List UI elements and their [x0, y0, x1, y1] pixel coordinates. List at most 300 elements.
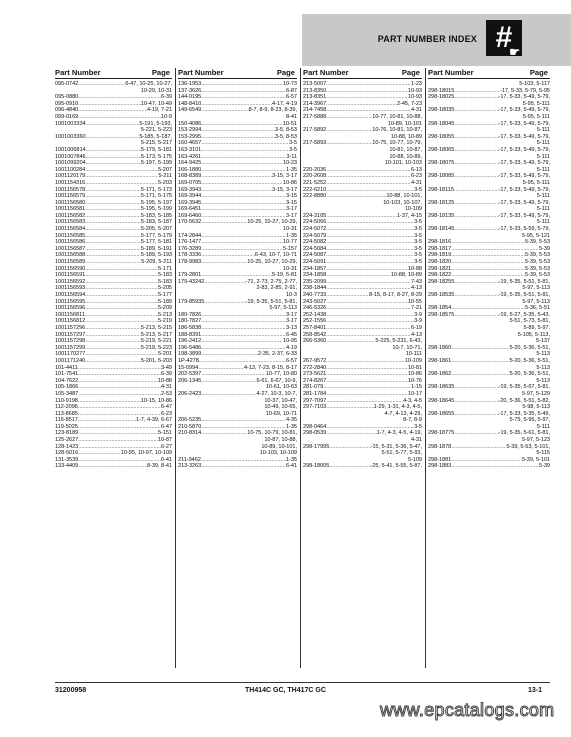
- dot-leader: [201, 345, 286, 352]
- index-entry: [303, 259, 422, 266]
- index-entry: [178, 338, 297, 345]
- dot-leader: [85, 187, 141, 194]
- dot-leader: [451, 358, 509, 365]
- page-refs: 5-39: [539, 463, 550, 470]
- page-refs: 5-111: [536, 153, 550, 160]
- dot-leader: [85, 292, 158, 299]
- page-refs: 1-35: [286, 232, 297, 239]
- index-entry: [178, 365, 297, 372]
- index-entry: [178, 384, 297, 391]
- dot-leader: [326, 88, 408, 95]
- dot-leader: [78, 371, 161, 378]
- index-entry: [55, 134, 172, 141]
- part-number: 257-8401: [303, 324, 327, 331]
- page-refs: 5-95, 5-111: [522, 100, 550, 107]
- dot-leader: [201, 239, 283, 246]
- index-entry: [428, 127, 550, 134]
- page-refs: 1-29, 1-31, 4-3, 4-5,: [373, 404, 422, 411]
- index-entry: [303, 252, 422, 259]
- dot-leader: [451, 345, 509, 352]
- index-entry: [178, 266, 297, 273]
- part-number: 213-8351: [303, 94, 327, 101]
- part-number: 095-0742: [55, 81, 79, 87]
- dot-leader: [326, 312, 414, 319]
- page-refs: 5-51, 5-73, 5-81,: [509, 318, 550, 325]
- page-refs: 5-157: [282, 245, 297, 252]
- index-entry: [55, 345, 172, 352]
- index-entry: [428, 371, 550, 378]
- part-number: 210-5870: [178, 423, 202, 430]
- column-header: [55, 68, 172, 79]
- page-refs: -15, 5-31, 5-36, 5-47,: [370, 443, 422, 450]
- page-refs: 3-15: [286, 199, 297, 206]
- part-number: 297-7097: [303, 397, 327, 404]
- page-refs: 10-86: [282, 179, 297, 186]
- index-logo: [486, 20, 522, 59]
- page-refs: 5-189, 5-191: [140, 245, 172, 252]
- dot-leader: [85, 358, 141, 365]
- index-entry: [178, 94, 297, 101]
- index-entry: [428, 107, 550, 114]
- dot-leader: [326, 94, 408, 101]
- dot-leader: [201, 430, 247, 437]
- part-number: 1001156591: [55, 272, 86, 279]
- part-number: 214-7458: [303, 107, 327, 114]
- part-number: 224-3105: [303, 212, 327, 219]
- dot-leader: [326, 338, 375, 345]
- dot-leader: [451, 266, 525, 273]
- index-entry: [55, 351, 172, 358]
- dot-leader: [326, 252, 414, 259]
- part-number: 243-5027: [303, 298, 327, 305]
- dot-leader: [326, 101, 397, 108]
- dot-leader: [201, 160, 283, 167]
- page-refs: 10-7, 10-71,: [392, 344, 422, 351]
- dot-leader: [86, 121, 140, 128]
- index-entry: [55, 180, 172, 187]
- page-refs: -19, 5-27, 5-35, 5-43,: [498, 311, 550, 318]
- part-number: 112-2096: [55, 404, 78, 411]
- dot-leader: [201, 252, 255, 259]
- index-entry: [178, 312, 297, 319]
- index-entry: [428, 384, 550, 391]
- dot-leader: [201, 101, 272, 108]
- dot-leader: [201, 391, 256, 398]
- index-entry: [303, 114, 422, 121]
- page-refs: -17, 5-33, 5-49, 5-79,: [498, 212, 550, 219]
- part-number: 298-1817: [428, 245, 452, 252]
- dot-leader: [85, 226, 141, 233]
- dot-leader: [451, 239, 525, 246]
- page-refs: 5-207: [157, 166, 172, 173]
- page-refs: 10-25, 10-27, 10-29,: [247, 259, 297, 266]
- index-entry: [178, 252, 297, 259]
- section-title: PART NUMBER INDEX: [377, 34, 477, 44]
- dot-leader: [454, 134, 498, 141]
- index-entry: [428, 312, 550, 319]
- part-number: 169-3945: [178, 199, 202, 206]
- index-entry: [303, 173, 422, 180]
- part-number: 272-2840: [303, 364, 327, 371]
- page-refs: 5-177, 5-181: [140, 239, 172, 246]
- index-entry: [428, 266, 550, 273]
- dot-leader: [451, 252, 525, 259]
- index-entry: [178, 213, 297, 220]
- page-refs: 5-20, 5-36, 5-51,: [509, 344, 550, 351]
- part-number: 196-2412: [178, 338, 202, 345]
- part-number: 186-5838: [178, 324, 202, 331]
- dot-leader: [201, 424, 286, 431]
- index-entry: [178, 140, 297, 147]
- index-entry: [178, 187, 297, 194]
- part-number: 298-1883: [428, 463, 452, 470]
- page-refs: 5-39, 5-101: [521, 456, 550, 463]
- page-refs: 1-7, 4-39, 6-67: [136, 417, 172, 424]
- part-number: 281-079: [303, 384, 324, 391]
- index-entry: [178, 88, 297, 95]
- index-entry: [428, 457, 550, 464]
- page-refs: -25, 5-41, 5-55, 5-87,: [370, 463, 422, 470]
- dot-leader: [326, 305, 411, 312]
- page-refs: 10-25, 10-27, 10-29,: [247, 219, 297, 226]
- page-refs: 1-35: [286, 423, 297, 430]
- part-number: 101-4411: [55, 364, 78, 371]
- part-number: 166-1880: [178, 166, 202, 173]
- index-entry: [55, 246, 172, 253]
- index-entry: [428, 417, 550, 424]
- dot-leader: [326, 114, 372, 121]
- dot-leader: [85, 318, 158, 325]
- dot-leader: [451, 457, 522, 464]
- index-entry: [55, 173, 172, 180]
- dot-leader: [78, 114, 161, 121]
- dot-leader: [85, 345, 141, 352]
- part-number: 163-3101: [178, 146, 202, 153]
- part-number: 298-0464: [303, 423, 327, 430]
- part-number: 298-18575: [428, 311, 455, 318]
- page-refs: 3-49: [161, 364, 172, 371]
- index-entry: [178, 160, 297, 167]
- part-number: 1001156593: [55, 285, 86, 292]
- dot-leader: [326, 391, 408, 398]
- dot-leader: [86, 147, 141, 154]
- index-entry: [428, 239, 550, 246]
- index-entry: [55, 259, 172, 266]
- index-entry: [55, 147, 172, 154]
- index-entry: [55, 371, 172, 378]
- page-refs: 8-7, 8-9: [403, 417, 422, 424]
- index-entry: [428, 114, 550, 121]
- part-number-heading: Part Number: [178, 68, 224, 77]
- dot-leader: [86, 134, 140, 141]
- footer-rule: [55, 682, 550, 683]
- dot-leader: [85, 200, 141, 207]
- index-entry: [178, 325, 297, 332]
- part-number: 095-0910: [55, 100, 79, 107]
- part-number: 099-0169: [55, 113, 79, 120]
- page-refs: 10-31: [282, 226, 297, 233]
- part-number: 1001003360: [55, 133, 86, 140]
- dot-leader: [204, 299, 245, 306]
- page-refs: 3-13: [286, 324, 297, 331]
- page-refs: 4-13: [411, 331, 422, 338]
- index-entry: [428, 318, 550, 325]
- page-refs: 5-97, 5-113: [522, 298, 550, 305]
- index-entry: [178, 127, 297, 134]
- index-entry: [428, 430, 550, 437]
- index-entry: [55, 384, 172, 391]
- part-number: 101-7541: [55, 371, 79, 378]
- page-refs: 6-47, 10-25, 10-27,: [125, 81, 172, 87]
- index-entry: [428, 173, 550, 180]
- index-entry: [428, 398, 550, 405]
- dot-leader: [85, 259, 141, 266]
- dot-leader: [85, 167, 158, 174]
- watermark-url: www.epcatalogs.com: [380, 700, 555, 720]
- dot-leader: [451, 371, 509, 378]
- page-refs: 3-17: [286, 311, 297, 318]
- dot-leader: [201, 127, 275, 134]
- part-number: 298-18645: [428, 397, 455, 404]
- part-number: 169-3943: [178, 186, 202, 193]
- index-entry: [428, 351, 550, 358]
- index-entry: [178, 239, 297, 246]
- dot-leader: [326, 325, 411, 332]
- dot-leader: [85, 325, 141, 332]
- dot-leader: [78, 101, 141, 108]
- page-refs: -19, 5-35, 5-67, 5-81,: [498, 384, 550, 391]
- page-refs: 5-213, 5-217: [140, 331, 172, 338]
- index-entry: [428, 365, 550, 372]
- part-number: 169-6451: [178, 206, 202, 213]
- dot-leader: [85, 285, 158, 292]
- dot-leader: [454, 200, 498, 207]
- index-entry: [55, 114, 172, 121]
- page-number: 13-1: [528, 687, 543, 694]
- page-refs: 8-15, 8-17, 8-27, 8-29: [368, 292, 422, 298]
- index-entry: [55, 437, 172, 444]
- part-number: 217-5892: [303, 127, 327, 134]
- index-entry: [428, 140, 550, 147]
- dot-leader: [201, 463, 286, 470]
- page-refs: 5-19, 5-81: [272, 272, 297, 279]
- page-heading: Page: [276, 68, 295, 77]
- page-refs: -17, 5-33, 5-49, 5-79,: [498, 107, 550, 114]
- page-refs: 3-9: [414, 311, 422, 318]
- index-entry: [428, 252, 550, 259]
- part-number: 1001156586: [55, 239, 86, 246]
- page-refs: 3-5: [414, 239, 422, 246]
- index-entry: [428, 292, 550, 299]
- index-entry: [178, 351, 297, 358]
- dot-leader: [201, 246, 283, 253]
- page-refs: 5-113: [536, 351, 550, 358]
- part-number: 246-5326: [303, 305, 327, 312]
- index-entry: [428, 233, 550, 240]
- part-number: 298-18775: [428, 430, 455, 437]
- dot-leader: [454, 187, 499, 194]
- part-number: 096-4840: [55, 107, 79, 114]
- dot-leader: [326, 173, 411, 180]
- dot-leader: [85, 299, 158, 306]
- index-entry: [178, 206, 297, 213]
- page-refs: 10-9: [161, 113, 172, 120]
- part-number: 1001154316: [55, 179, 86, 186]
- dot-leader: [78, 463, 147, 470]
- part-number: 298-18085: [428, 173, 455, 180]
- index-entry: [55, 101, 172, 108]
- index-column-3: [303, 68, 422, 470]
- index-entry: [178, 226, 297, 233]
- dot-leader: [326, 358, 405, 365]
- page-refs: 5-221, 5-223: [140, 127, 172, 134]
- dot-leader: [86, 160, 141, 167]
- column-divider: [175, 68, 176, 668]
- page-refs: 1-23: [411, 81, 422, 87]
- index-entry: [178, 121, 297, 128]
- dot-leader: [201, 325, 286, 332]
- index-entry: [55, 279, 172, 286]
- page-refs: 10-51: [282, 120, 297, 127]
- page-refs: 5-213: [157, 311, 172, 318]
- page-refs: 6-87: [286, 87, 297, 94]
- model-names: TH414C GC, TH417C GC: [245, 687, 326, 694]
- part-number: 1001156812: [55, 318, 86, 325]
- index-entry: [303, 391, 422, 398]
- part-number: 298-18005: [303, 463, 330, 470]
- page-refs: 5-197, 5-199: [140, 160, 172, 167]
- part-number: 224-5084: [303, 245, 327, 252]
- index-entry: [303, 246, 422, 253]
- dot-leader: [454, 160, 498, 167]
- index-entry: [55, 411, 172, 418]
- dot-leader: [201, 107, 248, 114]
- page-refs: 1-35: [286, 456, 297, 463]
- page-refs: 10-47, 10-49: [140, 100, 172, 107]
- dot-leader: [326, 398, 403, 405]
- page-refs: 5-201, 5-203: [140, 357, 172, 364]
- page-refs: 5-209, 5-211: [141, 259, 172, 266]
- dot-leader: [78, 391, 161, 398]
- part-number: 179-43242: [178, 278, 205, 285]
- dot-leader: [454, 94, 498, 101]
- page-refs: 2-83, 2-85, 2-91,: [256, 285, 297, 292]
- part-number: 178-9983: [178, 259, 202, 266]
- page-refs: 5-20, 5-36, 5-51,: [509, 357, 550, 364]
- index-entry: [178, 305, 297, 312]
- index-entry: [178, 450, 297, 457]
- part-number: 267-9572: [303, 357, 327, 364]
- index-entry: [303, 233, 422, 240]
- dot-leader: [85, 272, 158, 279]
- page-refs: 4-31: [411, 179, 422, 186]
- index-entry: [178, 299, 297, 306]
- dot-leader: [326, 365, 408, 372]
- page-refs: 3-11: [286, 153, 297, 160]
- dot-leader: [451, 305, 525, 312]
- page-refs: 5-51, 5-77, 5-93,: [381, 450, 422, 457]
- page-refs: 5-111: [536, 423, 550, 430]
- part-number: 1001156579: [55, 193, 86, 200]
- index-entry: [55, 154, 172, 161]
- part-number: 110-9198: [55, 397, 78, 404]
- page-refs: 5-211: [158, 173, 172, 180]
- index-entry: [55, 81, 172, 88]
- part-number: 1001156582: [55, 212, 86, 219]
- index-entry: [303, 127, 422, 134]
- dot-leader: [326, 213, 397, 220]
- part-number: 164-9425: [178, 160, 202, 167]
- dot-leader: [85, 206, 141, 213]
- index-entry: [55, 358, 172, 365]
- index-entry: [303, 167, 422, 174]
- page-refs: 5-95, 5-121: [521, 232, 550, 239]
- page-refs: 10-77, 10-81, 10-88,: [372, 113, 422, 120]
- page-refs: 2-35, 2-37, 6-33: [257, 351, 297, 358]
- index-entry: [428, 160, 550, 167]
- page-refs: 3-15, 3-17: [272, 186, 297, 193]
- dot-leader: [326, 272, 391, 279]
- page-refs: 10-88, 10-89: [390, 133, 422, 140]
- page-refs: 5-215, 5-217: [140, 140, 172, 147]
- page-refs: 10-88, 10-89,: [389, 153, 422, 160]
- index-entry: [178, 167, 297, 174]
- page-refs: 4-19: [286, 344, 297, 351]
- part-number: 1001006814: [55, 146, 86, 153]
- index-entry: [428, 463, 550, 470]
- dot-leader: [454, 147, 498, 154]
- part-number: 176-3289: [178, 245, 202, 252]
- index-entry: [303, 81, 422, 88]
- part-number: 281-1784: [303, 390, 327, 397]
- dot-leader: [85, 266, 158, 273]
- dot-leader: [86, 154, 141, 161]
- dot-leader: [201, 371, 266, 378]
- part-number: 224-5079: [303, 232, 327, 239]
- part-number: 113-8685: [55, 410, 78, 417]
- page-refs: 5-97, 5-113: [269, 305, 297, 312]
- dot-leader: [326, 219, 414, 226]
- index-entry: [55, 187, 172, 194]
- index-entry: [303, 299, 422, 306]
- dot-leader: [78, 417, 136, 424]
- page-refs: 7-43: [411, 278, 422, 285]
- page-refs: 3-5: [414, 186, 422, 193]
- part-number: 298-18655: [428, 410, 455, 417]
- page-refs: 5-183: [157, 272, 172, 279]
- index-entry: [178, 154, 297, 161]
- page-refs: 10-77: [282, 239, 297, 246]
- dot-leader: [204, 279, 245, 286]
- page-refs: 4-13, 7-23, 8-15, 8-17: [243, 364, 297, 371]
- dot-leader: [201, 338, 283, 345]
- index-entry: [303, 147, 422, 154]
- page-refs: 10-89, 10-101: [387, 120, 422, 127]
- page-refs: 10-81: [407, 364, 422, 371]
- dot-leader: [451, 463, 539, 470]
- page-refs: -20, 5-36, 5-51, 5-82,: [498, 397, 550, 404]
- index-entry: [428, 187, 550, 194]
- dot-leader: [326, 279, 411, 286]
- dot-leader: [78, 430, 158, 437]
- index-entry: [303, 101, 422, 108]
- page-refs: 2-45, 7-23: [397, 100, 422, 107]
- index-entry: [428, 404, 550, 411]
- index-entry: [178, 417, 297, 424]
- index-entry: [55, 140, 172, 147]
- page-refs: -17, 5-33, 5-49, 5-79,: [498, 199, 550, 206]
- page-heading: Page: [401, 68, 420, 77]
